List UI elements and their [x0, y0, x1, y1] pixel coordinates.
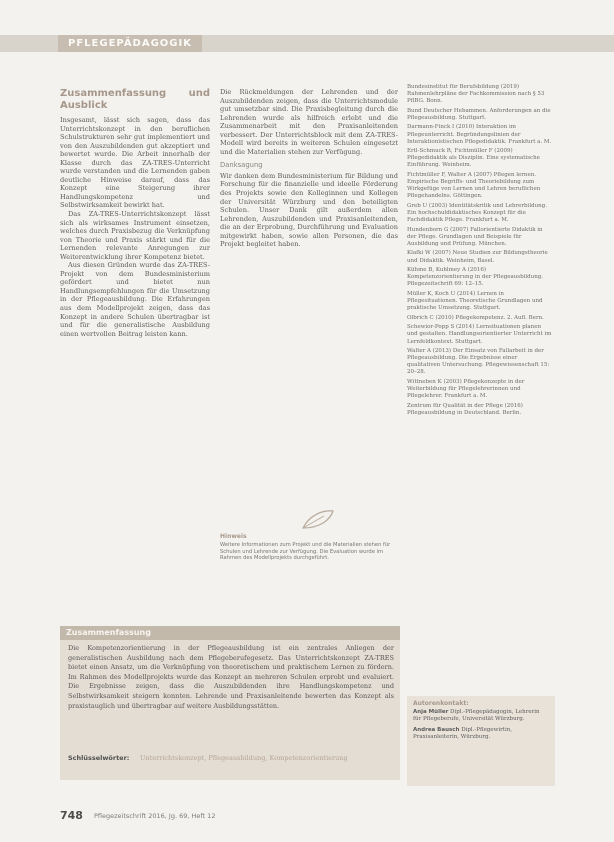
- page-footer: [60, 810, 480, 822]
- reference-item: Ertl-Schmuck R, Fichtmüller F (2009) Pflegedidaktik als Disziplin. Eine systematische Einführung. Weinheim.: [407, 148, 540, 169]
- reference-item: Klafki W (2007) Neue Studien zur Bildungstheorie und Didaktik. Weinheim, Basel.: [407, 250, 548, 264]
- author-text: Dipl.-Pflegepädagogin, Lehrerin für Pflegeberufe, Universität Würzburg.: [413, 709, 540, 723]
- summary-text: Die Kompetenzorientierung in der Pflegeausbildung ist ein zentrales Anliegen der generalistischen Ausbildung nach dem Pflegeberufegesetz. Das Unterrichtskonzept ZA-TRES bietet einen Ansatz, um die Verknüpfung von theoretischem und praktischem Lernen zu fördern. Im Rahmen des Modellprojekts wurde das Konzept an mehreren Schulen erprobt und evaluiert. Die Ergebnisse zeigen, dass die Auszubildenden ihre Handlungskompetenz und Selbstwirksamkeit steigern konnten. Lehrende und Praxisanleitende bewerten das Konzept als praxistauglich und übertragbar auf weitere Ausbildungsstätten.: [68, 644, 394, 710]
- summary-title: Zusammenfassung: [60, 626, 400, 640]
- reference-item: Olbrich C (2010) Pflegekompetenz. 2. Aufl. Bern.: [407, 314, 544, 321]
- note-title: Hinweis: [220, 533, 247, 540]
- author-name: Anja Müller: [413, 709, 449, 716]
- reference-item: Greb U (2003) Identitätskritik und Lehrerbildung. Ein hochschuldidaktisches Konzept für die Fachdidaktik Pflege. Frankfurt a. M.: [407, 202, 547, 224]
- section-title: PFLEGEPÄDAGOGIK: [58, 35, 202, 52]
- reference-item: Darmann-Finck I (2010) Interaktion im Pflegeunterricht. Begründungslinien der Interaktionistischen Pflegedidaktik. Frankfurt a. M.: [407, 124, 552, 145]
- page-number: 748: [60, 809, 83, 822]
- reference-item: Bund Deutscher Hebammen. Anforderungen an die Pflegeausbildung. Stuttgart.: [407, 107, 551, 121]
- reference-item: Fichtmüller F, Walter A (2007) Pflegen lernen. Empirische Begriffs- und Theoriebildung zum Wirkgefüge von Lernen und Lehren beruflichen Pflegehandelns. Göttingen.: [407, 172, 541, 200]
- reference-item: Schewior-Popp S (2014) Lernsituationen planen und gestalten. Handlungsorientierter Unterricht im Lernfeldkontext. Stuttgart.: [407, 324, 552, 345]
- reference-item: Zentrum für Qualität in der Pflege (2016) Pflegeausbildung in Deutschland. Berlin.: [407, 402, 523, 416]
- left-paragraph: Aus diesen Gründen wurde das ZA-TRES-Projekt von dem Bundesministerium gefördert und bietet nun Handlungsempfehlungen für die Umsetzung in der Pflegeausbildung. Die Erfahrungen aus dem Modellprojekt zeigen, dass das Konzept in andere Schulen übertragbar ist und für die generalistische Ausbildung einen wertvollen Beitrag leisten kann.: [60, 261, 210, 338]
- journal-citation: Pflegezeitschrift 2016, Jg. 69, Heft 12: [94, 812, 216, 820]
- reference-item: Wittneben K (2003) Pflegekonzepte in der Weiterbildung für Pflegelehrerinnen und Pflegelehrer. Frankfurt a. M.: [407, 378, 525, 400]
- reference-item: Bundesinstitut für Berufsbildung (2019) Rahmenlehrpläne der Fachkommission nach § 53 PflBG. Bonn.: [407, 84, 545, 105]
- author-entry: [407, 727, 555, 745]
- thanks-text: Wir danken dem Bundesministerium für Bildung und Forschung für die finanzielle und ideelle Förderung des Projekts sowie den Kolleginnen und Kollegen der Universität Würzburg und den beteiligten Schulen. Unser Dank gilt außerdem allen Lehrenden, Auszubildenden und Praxisanleitenden, die an der Erprobung, Durchführung und Evaluation mitgewirkt haben, sowie allen Personen, die das Projekt begleitet haben.: [220, 171, 398, 249]
- left-paragraph: Insgesamt, lässt sich sagen, dass das Unterrichtskonzept in den beruflichen Schulstrukturen sehr gut implementiert und von den Auszubildenden gut akzeptiert und bewertet wurde. Die Arbeit innerhalb der Klasse durch das ZA-TRES-Unterricht wurde verstanden und die Lernenden gaben deutliche Hinweise darauf, dass das Konzept eine Steigerung ihrer Handlungskompetenz und Selbstwirksamkeit bewirkt hat.: [60, 116, 210, 210]
- left-heading: Zusammenfassung und Ausblick: [60, 88, 210, 111]
- reference-item: Hundenborn G (2007) Fallorientierte Didaktik in der Pflege. Grundlagen und Beispiele für Ausbildung und Prüfung. München.: [407, 226, 543, 247]
- reference-item: Walter A (2013) Der Einsatz von Fallarbeit in der Pflegeausbildung. Die Ergebnisse einer qualitativen Untersuchung. Pflegewissenschaft 15: 20–28.: [407, 348, 550, 376]
- author-text: Dipl.-Pflegewirtin, Praxisanleiterin, Würzburg.: [413, 727, 513, 741]
- author-name: Andrea Bausch: [413, 727, 460, 734]
- note-box: [220, 534, 398, 562]
- middle-paragraph: Die Rückmeldungen der Lehrenden und der Auszubildenden zeigen, dass die Unterrichtsmodule gut umsetzbar sind. Die Praxisbegleitung durch die Lehrenden wurde als hilfreich erlebt und die Zusammenarbeit mit den Praxisanleitenden verbessert. Der Unterrichtsblock mit dem ZA-TRES-Modell wird bereits in weiteren Schulen eingesetzt und die Materialien stehen zur Verfügung.: [220, 88, 398, 156]
- left-column: [60, 88, 210, 338]
- author-entry: [407, 709, 555, 727]
- middle-column: [220, 88, 398, 249]
- keywords-label: Schlüsselwörter:: [68, 754, 130, 762]
- keywords-value: Unterrichtskonzept, Pflegeausbildung, Kompetenzorientierung: [140, 754, 348, 762]
- reference-item: Kühme B, Kuhlmey A (2016) Kompetenzorientierung in der Pflegeausbildung. Pflegezeitschrift 69: 12–15.: [407, 267, 544, 288]
- reference-item: Müller K, Koch U (2014) Lernen in Pflegesituationen. Theoretische Grundlagen und praktische Umsetzung. Stuttgart.: [407, 290, 543, 312]
- summary-box: [60, 626, 400, 780]
- thanks-heading: Danksagung: [220, 161, 263, 170]
- author-contact-box: [407, 696, 555, 786]
- left-paragraph: Das ZA-TRES-Unterrichtskonzept lässt sich als wirksames Instrument einsetzen, welches durch Praxisbezug die Verknüpfung von Theorie und Praxis stärkt und für die Lernenden relevante Anregungen zur Weiterentwicklung ihrer Kompetenz bietet.: [60, 210, 210, 261]
- references-column: [407, 84, 552, 419]
- author-contact-title: Autorenkontakt:: [413, 700, 469, 707]
- note-text: Weitere Informationen zum Projekt und die Materialien stehen für Schulen und Lehrende zur Verfügung. Die Evaluation wurde im Rahmen des Modellprojekts durchgeführt.: [220, 541, 391, 562]
- leaf-icon: [300, 508, 336, 532]
- section-header-bar: [0, 35, 614, 52]
